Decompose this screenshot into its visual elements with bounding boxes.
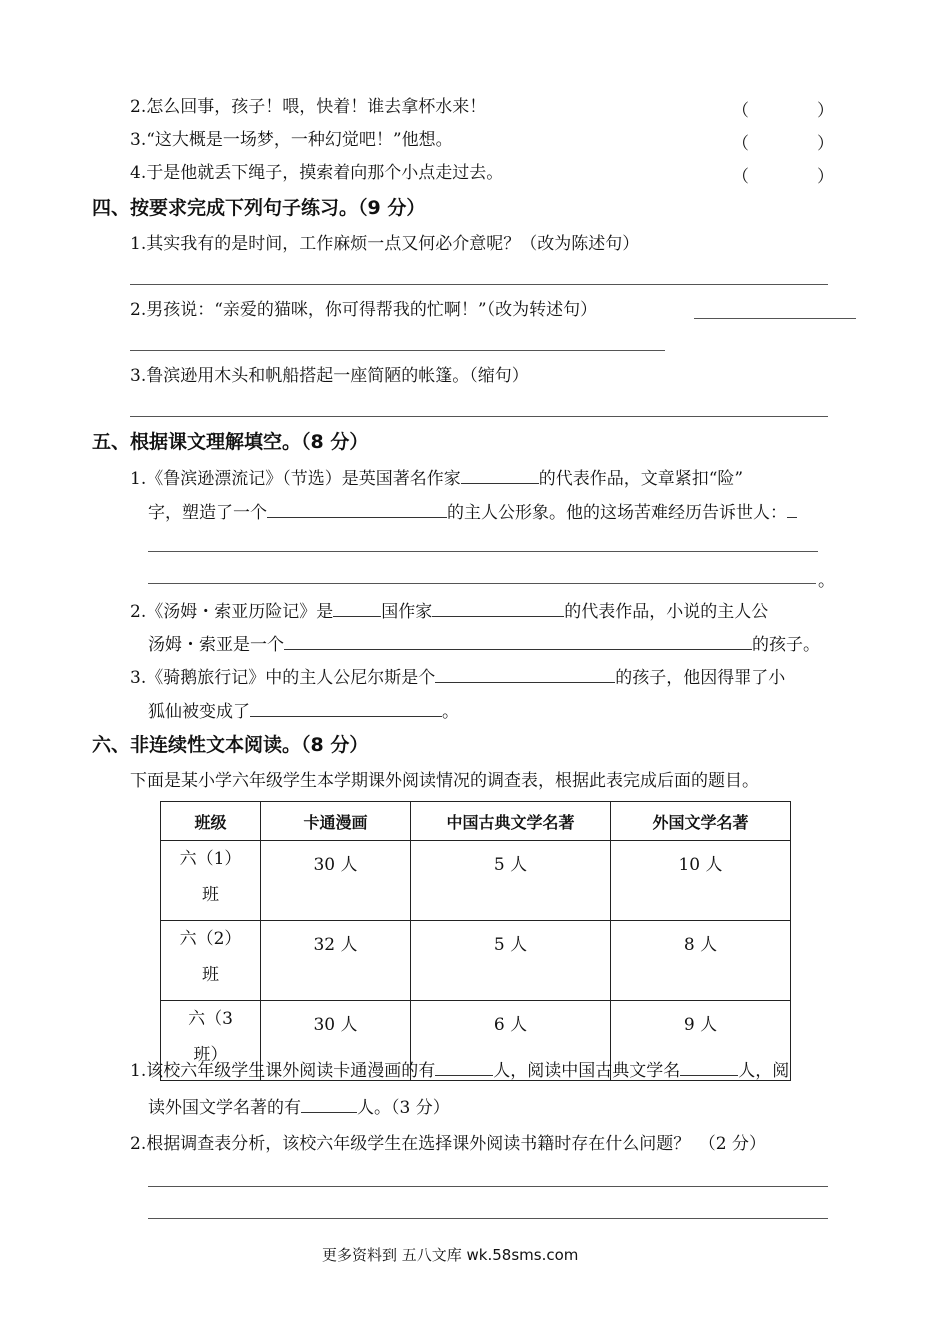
s5-q3-line1: [130, 666, 785, 689]
s6-q2-answer-line-2[interactable]: [148, 1218, 828, 1219]
s5-q1-blank-author[interactable]: [461, 467, 539, 484]
s4-q2-answer-line-b[interactable]: [130, 350, 665, 351]
s3-item-3-paren: （ ）: [732, 134, 834, 154]
table-cell: 30 人: [261, 1001, 411, 1081]
s5-q1-line2: [148, 501, 797, 524]
table-cell: 10 人: [611, 841, 791, 921]
s3-item-4: 4.于是他就丢下绳子，摸索着向那个小点走过去。: [130, 163, 504, 183]
table-cell: 5 人: [411, 841, 611, 921]
section6-heading: 六、非连续性文本阅读。（8 分）: [92, 734, 369, 756]
s4-q1-answer-line[interactable]: [130, 284, 828, 285]
s5-q1-end: 。: [818, 571, 835, 591]
class-name-part: 六（2）: [179, 929, 242, 949]
s5-q2-line2: [148, 633, 820, 656]
s5-q1-text-a: 1.《鲁滨逊漂流记》（节选）是英国著名作家: [130, 469, 461, 489]
table-row: [161, 921, 791, 1001]
survey-table: [160, 801, 791, 1081]
s4-q2: 2.男孩说：“亲爱的猫咪，你可得帮我的忙啊！”（改为转述句）: [130, 300, 598, 320]
s6-q1-text-a: 1.该校六年级学生课外阅读卡通漫画的有: [130, 1061, 436, 1081]
s4-q1: 1.其实我有的是时间，工作麻烦一点又何必介意呢？（改为陈述句）: [130, 234, 640, 254]
s5-q1-blank-image[interactable]: [267, 501, 447, 518]
table-header: 班级: [161, 802, 261, 841]
class-name-part: 六（3: [188, 1009, 233, 1029]
s5-q3-line2: [148, 700, 459, 723]
s3-item-3: 3.“这大概是一场梦，一种幻觉吧！”他想。: [130, 130, 453, 150]
table-cell: 6 人: [411, 1001, 611, 1081]
s5-q3-text-c: 狐仙被变成了: [148, 702, 250, 722]
class-name-part: 六（1）: [179, 849, 242, 869]
class-name-part: 班: [202, 965, 219, 985]
s3-item-2-paren: （ ）: [732, 101, 834, 121]
s4-q3-answer-line[interactable]: [130, 416, 828, 417]
s6-q1-line2: [148, 1096, 450, 1119]
s5-q2-text-a: 2.《汤姆・索亚历险记》是: [130, 602, 334, 622]
s5-q2-line1: [130, 600, 768, 623]
s5-q1-line1: [130, 467, 743, 490]
s5-q2-text-e: 的孩子。: [752, 635, 820, 655]
s5-q1-text-c: 字，塑造了一个: [148, 503, 267, 523]
s5-q2-blank-character[interactable]: [284, 633, 752, 650]
table-row: [161, 841, 791, 921]
s6-q1-blank-cartoon[interactable]: [435, 1059, 493, 1076]
s5-q3-text-b: 的孩子，他因得罪了小: [615, 668, 786, 688]
table-cell-class: [161, 921, 261, 1001]
s5-q1-text-b: 的代表作品，文章紧扣“险”: [538, 469, 744, 489]
s5-q2-text-b: 国作家: [381, 602, 433, 622]
s3-item-4-paren: （ ）: [732, 167, 834, 187]
footer-text: 更多资料到 五八文库 wk.58sms.com: [322, 1246, 579, 1264]
table-cell: 32 人: [261, 921, 411, 1001]
s6-q1-text-e: 人。（3 分）: [357, 1098, 450, 1118]
section4-heading: 四、按要求完成下列句子练习。（9 分）: [92, 197, 426, 219]
s6-q2: 2.根据调查表分析，该校六年级学生在选择课外阅读书籍时存在什么问题？ （2 分）: [130, 1134, 766, 1154]
s3-item-2: 2.怎么回事，孩子！喂，快着！谁去拿杯水来！: [130, 97, 487, 117]
table-cell-class: [161, 841, 261, 921]
table-cell: 5 人: [411, 921, 611, 1001]
s5-q3-text-d: 。: [442, 702, 459, 722]
table-header-row: [161, 802, 791, 841]
s6-q1-text-c: 人，阅: [738, 1061, 790, 1081]
class-name-part: 班）: [193, 1045, 228, 1065]
table-header: 卡通漫画: [261, 802, 411, 841]
s5-q1-blank-lesson-start[interactable]: [787, 501, 797, 518]
s5-q2-text-c: 的代表作品，小说的主人公: [564, 602, 769, 622]
s4-q2-answer-line-a[interactable]: [694, 318, 856, 319]
s5-q3-blank-character[interactable]: [435, 666, 615, 683]
s5-q3-blank-result[interactable]: [250, 700, 442, 717]
table-cell: 30 人: [261, 841, 411, 921]
s6-q1-blank-chinese[interactable]: [680, 1059, 738, 1076]
s6-q1-text-b: 人，阅读中国古典文学名: [493, 1061, 681, 1081]
s5-q2-blank-country[interactable]: [333, 600, 381, 617]
s5-q1-answer-line-2[interactable]: [148, 583, 816, 584]
s6-q2-answer-line-1[interactable]: [148, 1186, 828, 1187]
s6-intro: 下面是某小学六年级学生本学期课外阅读情况的调查表，根据此表完成后面的题目。: [130, 771, 759, 791]
s6-q1-line1: [130, 1059, 789, 1082]
table-cell: 8 人: [611, 921, 791, 1001]
s4-q3: 3.鲁滨逊用木头和帆船搭起一座简陋的帐篷。（缩句）: [130, 366, 529, 386]
s5-q2-blank-author[interactable]: [432, 600, 564, 617]
table-cell: 9 人: [611, 1001, 791, 1081]
s6-q1-blank-foreign[interactable]: [301, 1096, 357, 1113]
table-header: 外国文学名著: [611, 802, 791, 841]
s6-q1-text-d: 读外国文学名著的有: [148, 1098, 301, 1118]
s5-q3-text-a: 3.《骑鹅旅行记》中的主人公尼尔斯是个: [130, 668, 436, 688]
table-header: 中国古典文学名著: [411, 802, 611, 841]
s5-q1-text-d: 的主人公形象。他的这场苦难经历告诉世人：: [447, 503, 787, 523]
s5-q1-answer-line-1[interactable]: [148, 551, 818, 552]
class-name-part: 班: [202, 885, 219, 905]
section5-heading: 五、根据课文理解填空。（8 分）: [92, 431, 369, 453]
s5-q2-text-d: 汤姆・索亚是一个: [148, 635, 284, 655]
